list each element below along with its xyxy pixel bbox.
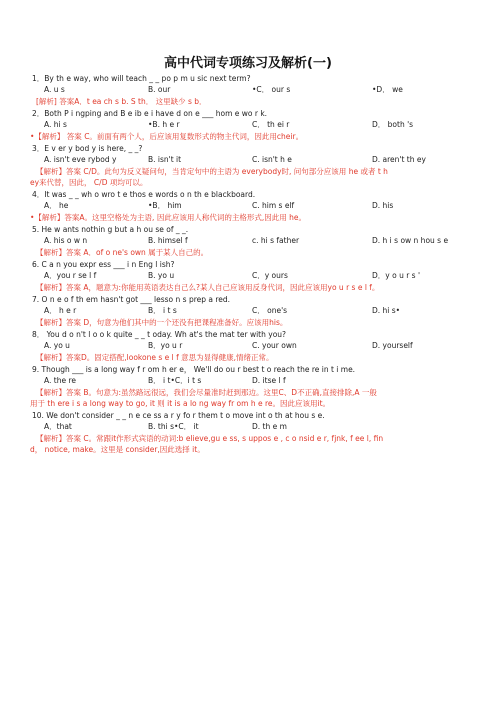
answer-option: C． th ei r [252,120,290,129]
analysis-text: d， notice, make。这里是 consider,因此选择 it。 [30,445,205,454]
answer-option: D. itse l f [252,376,286,385]
analysis-text: 【解析】答案 C。常跟it作形式宾语的动词:b elieve,gu e ss, s uppos e , c o nsid e r, fjnk, f ee l, fin [36,434,384,443]
page-title: 高中代词专项练习及解析(一) [164,56,332,71]
answer-options [30,422,470,433]
analysis-text: 【解析】答案 D，句意为他们其中的一个还没有把课程准备好。应该用his。 [36,318,288,327]
answer-option: C. your own [252,341,297,350]
analysis-text: •【解析】 答案 C。前面有两个人，后应该用复数形式的物主代词，因此用cheir。 [30,132,304,141]
answer-option: •B． him [148,201,182,210]
answer-option: D. aren't th ey [372,155,426,164]
answer-options [30,271,470,282]
question-block [30,74,470,107]
answer-option: •D． we [372,85,403,94]
question-block [30,365,470,409]
answer-option: D．y o u r s ' [372,271,421,280]
answer-options [30,236,470,247]
question-stem: 3．E v er y bod y is here, _ _? [32,144,143,153]
answer-option: A. yo u [44,341,70,350]
answer-option: C. isn't h e [252,155,292,164]
answer-option: A. u s [44,85,65,94]
answer-options [30,376,470,387]
answer-option: B. yo u [148,271,175,280]
question-stem: 4．It was _ _ wh o wro t e thos e words o n th e blackboard. [32,190,256,199]
answer-option: B． i t•C．i t s [148,376,202,385]
answer-option: •B. h e r [148,120,180,129]
answer-option: A. hi s [44,120,67,129]
question-block [30,295,470,328]
answer-option: C. him s elf [252,201,295,210]
analysis-text: •【解析】答案A。这里空格处为主语, 因此应该用人称代词的主格形式,因此用 he。 [30,213,306,222]
answer-option: A．you r se l f [44,271,97,280]
question-stem: 8． You d o n't l o o k quite _ _ t oday. Wh at's the mat ter with you? [32,330,287,339]
question-block [30,190,470,223]
answer-option: D. h i s ow n hou s e [372,236,449,245]
question-block [30,109,470,142]
answer-option: D. his [372,201,394,210]
answer-option: B. thi s•C． it [148,422,199,431]
answer-option: B．yo u r [148,341,183,350]
answer-option: B. himsel f [148,236,188,245]
question-list [30,72,470,455]
analysis-text: [解析] 答案A．t ea ch s b. S th． 这里缺少 s b． [36,97,207,106]
answer-options [30,341,470,352]
question-block [30,144,470,188]
answer-option: C． one's [252,306,288,315]
answer-option: C．y ours [252,271,288,280]
answer-option: D. hi s• [372,306,401,315]
question-block [30,260,470,293]
question-stem: 1．By th e way, who will teach _ _ po p m u sic next term? [32,74,251,83]
answer-option: c. hi s father [252,236,300,245]
answer-option: D. th e m [252,422,287,431]
answer-options [30,306,470,317]
answer-options [30,201,470,212]
answer-option: B. our [148,85,171,94]
question-stem: 10. We don't consider _ _ n e ce ss a r y fo r them t o move int o th at hou s e. [32,411,325,420]
analysis-text: 【解析】答案 C/D。此句为反义疑问句，当肯定句中的主语为 everybody时, 问句部分应该用 he 或者 t h [36,167,388,176]
question-stem: 5. He w ants nothin g but a h ou se of _ _. [32,225,189,234]
answer-option: D. yourself [372,341,413,350]
answer-option: B． i t s [148,306,177,315]
answer-option: A. his o w n [44,236,88,245]
answer-option: B. isn't it [148,155,182,164]
question-stem: 2．Both P i ngping and B e ib e i have d on e ___ hom e wo r k. [32,109,268,118]
question-block [30,330,470,363]
question-block [30,225,470,258]
analysis-text: 【解析】答案 A，题意为:你能用英语表达自己么?某人自己应该用反身代词，因此应该用yo u r s e l f。 [36,283,380,292]
answer-option: A．that [44,422,72,431]
answer-option: A． he [44,201,69,210]
analysis-text: 【解析】答案 A．of o ne's own 属于某人自己的。 [36,248,209,257]
answer-options [30,85,470,96]
analysis-text: 【解析】答案D。固定搭配,lookone s e l f 意思为显得健康,情绪正常。 [36,353,274,362]
answer-option: A． h e r [44,306,77,315]
answer-option: A. isn't eve rybod y [44,155,117,164]
answer-options [30,120,470,131]
analysis-text: ey来代替，因此， C/D 项均可以。 [30,178,148,187]
analysis-text: 用于 th ere i s a long way to go, it 则 it is a lo ng way fr om h e re。因此应该用it。 [30,399,331,408]
question-block [30,411,470,455]
answer-options [30,155,470,166]
question-stem: 7. O n e o f th em hasn't got ___ lesso n s prep a red. [32,295,231,304]
question-stem: 9. Though ___ is a long way f r om h er e， We'll do ou r best t o reach the re in t i me. [32,365,356,374]
answer-option: D． both 's [372,120,414,129]
question-stem: 6. C a n you expr ess ___ i n Eng l ish? [32,260,175,269]
analysis-text: 【解析】答案 B。句意为:虽然路远很远，我们会尽量准时赶到那边。这里C、D不正确,直接排除,A 一般 [36,388,377,397]
answer-option: •C． our s [252,85,291,94]
answer-option: A. the re [44,376,76,385]
